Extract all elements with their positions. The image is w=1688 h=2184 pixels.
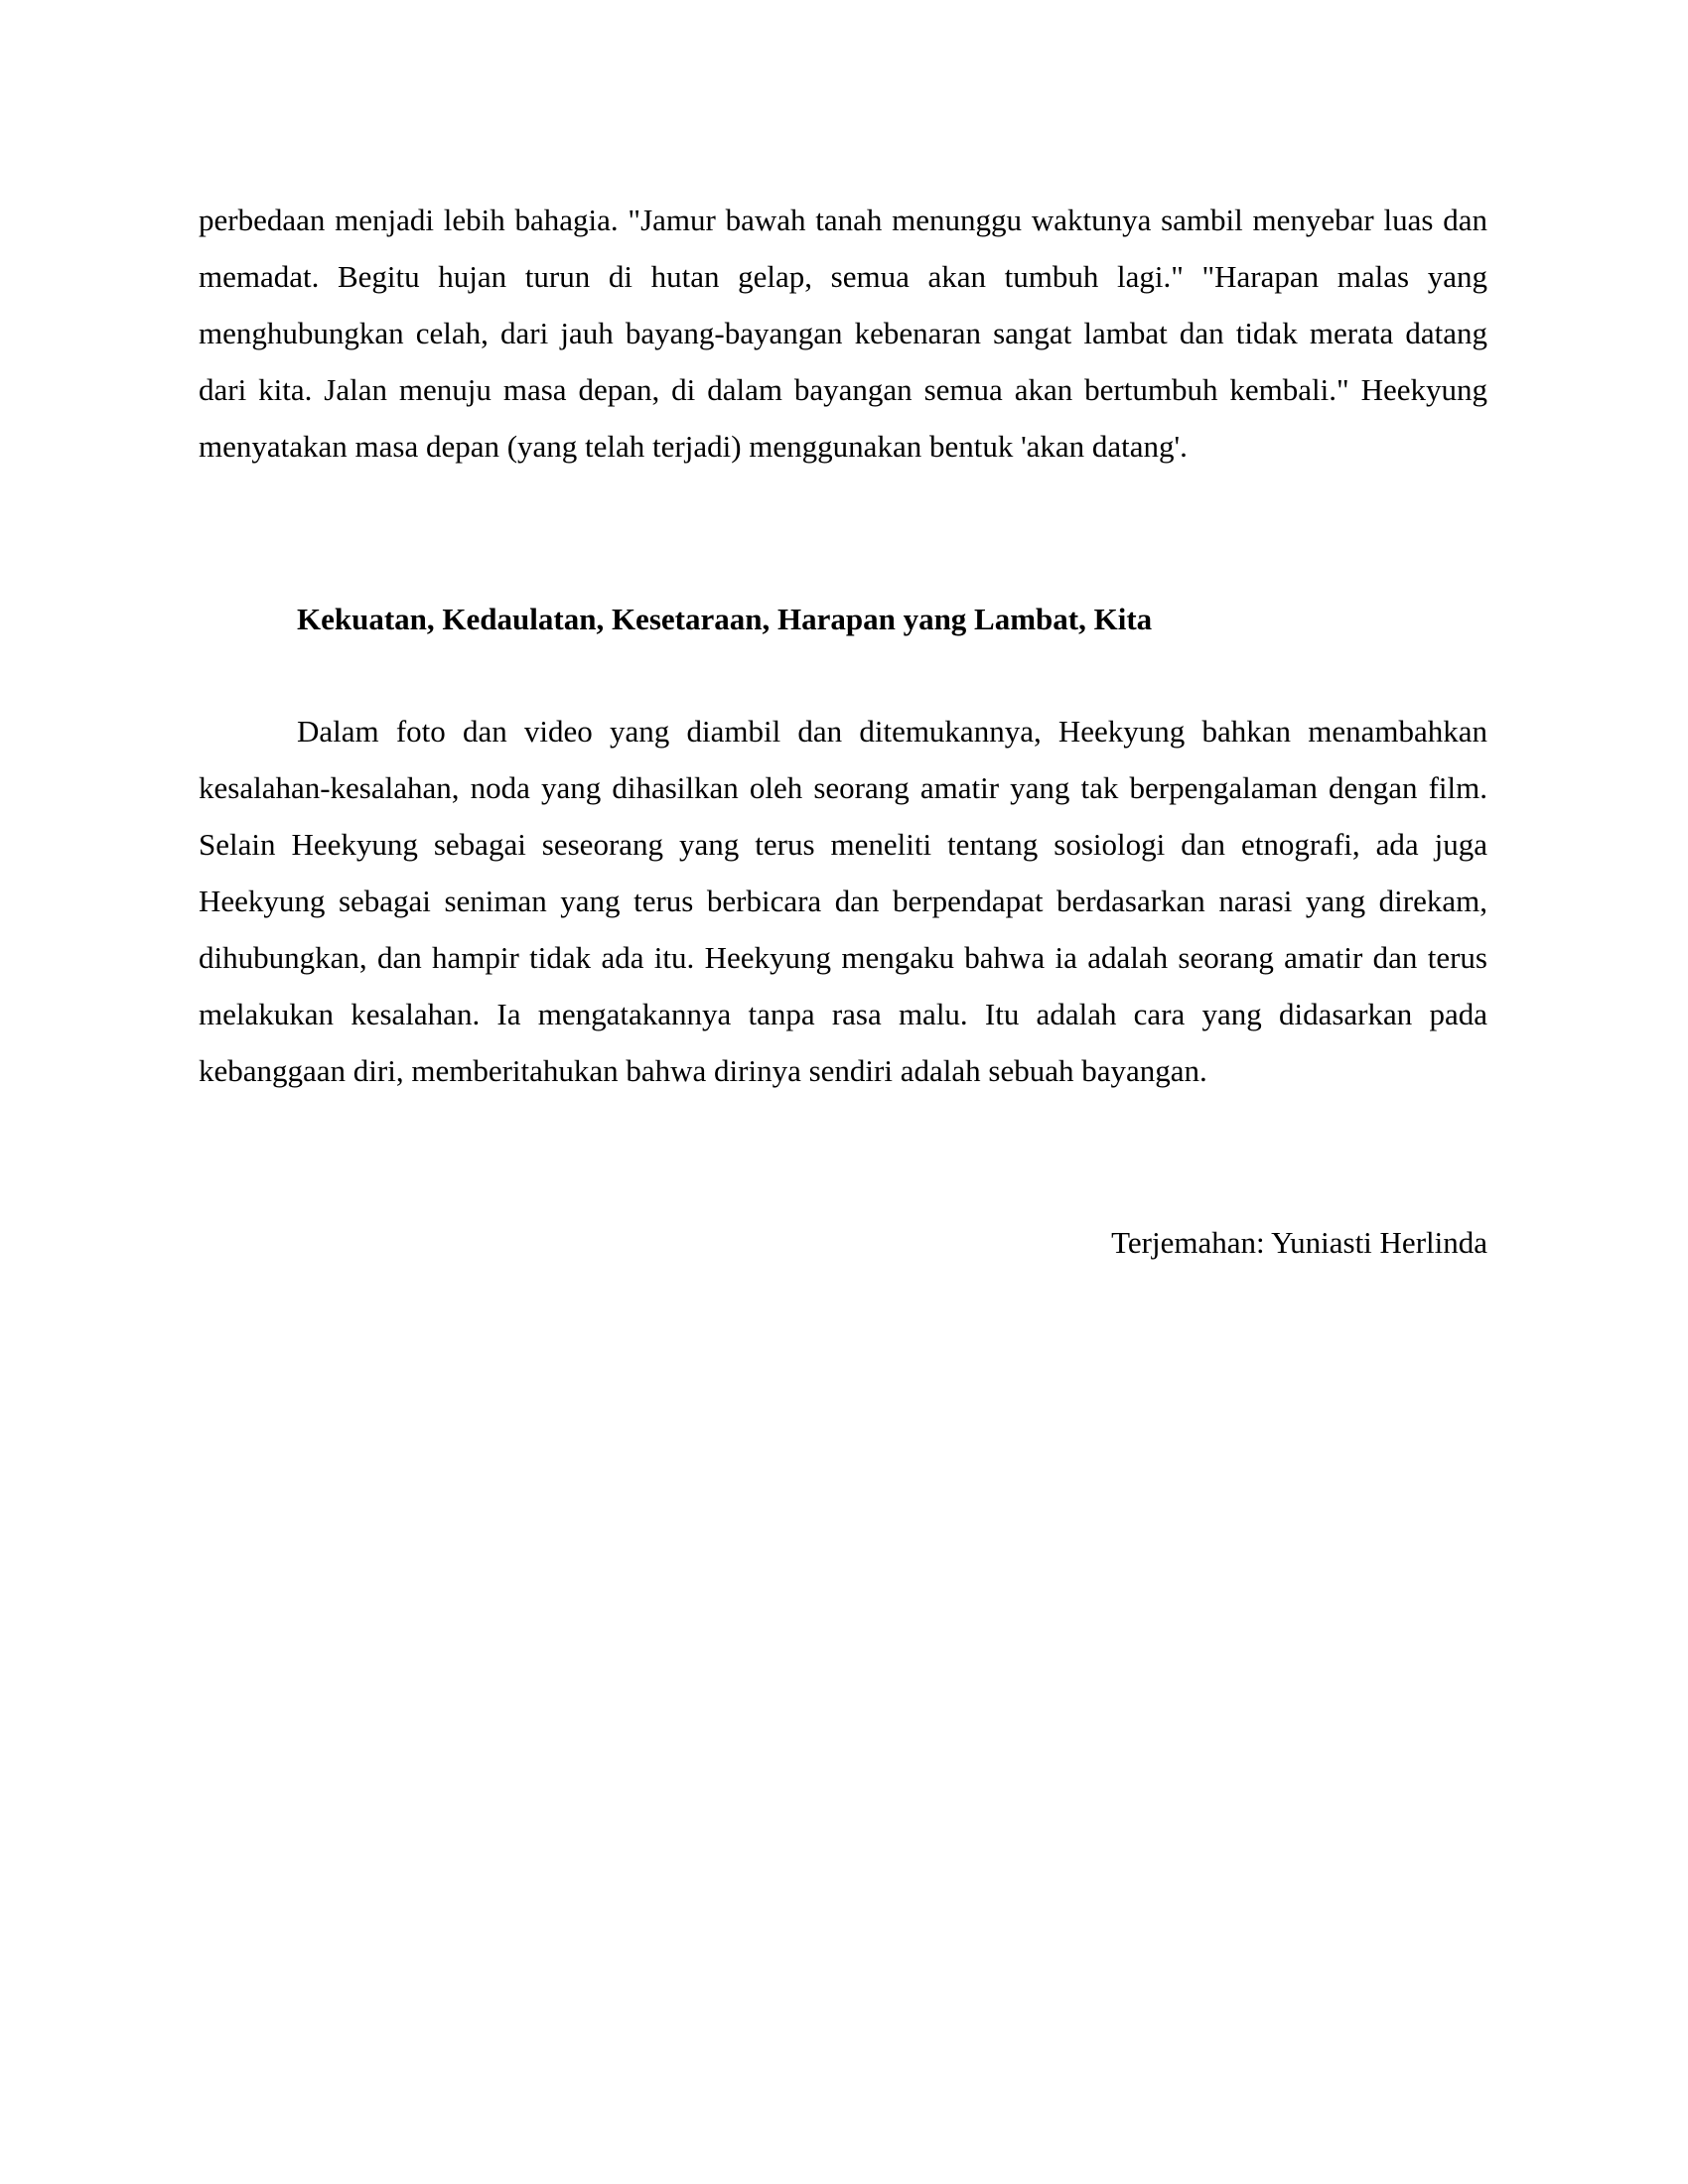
body-paragraph-2: Dalam foto dan video yang diambil dan ditemukannya, Heekyung bahkan menambahkan kesalahan-kesalahan, noda yang dihasilkan oleh seorang amatir yang tak berpengalaman dengan film. Selain Heekyung sebagai seseorang yang terus meneliti tentang sosiologi dan etnografi, ada juga Heekyung sebagai seniman yang terus berbicara dan berpendapat berdasarkan narasi yang direkam, dihubungkan, dan hampir tidak ada itu. Heekyung mengaku bahwa ia adalah seorang amatir dan terus melakukan kesalahan. Ia mengatakannya tanpa rasa malu. Itu adalah cara yang didasarkan pada kebanggaan diri, memberitahukan bahwa dirinya sendiri adalah sebuah bayangan. — [199, 714, 1487, 1088]
body-paragraph-1: perbedaan menjadi lebih bahagia. "Jamur bawah tanah menunggu waktunya sambil menyebar luas dan memadat. Begitu hujan turun di hutan gelap, semua akan tumbuh lagi." "Harapan malas yang menghubungkan celah, dari jauh bayang-bayangan kebenaran sangat lambat dan tidak merata datang dari kita. Jalan menuju masa depan, di dalam bayangan semua akan bertumbuh kembali." Heekyung menyatakan masa depan (yang telah terjadi) menggunakan bentuk 'akan datang'. — [199, 203, 1487, 464]
translator-credit: Terjemahan: Yuniasti Herlinda — [1111, 1225, 1487, 1260]
section-heading: Kekuatan, Kedaulatan, Kesetaraan, Harapan yang Lambat, Kita — [297, 602, 1153, 636]
